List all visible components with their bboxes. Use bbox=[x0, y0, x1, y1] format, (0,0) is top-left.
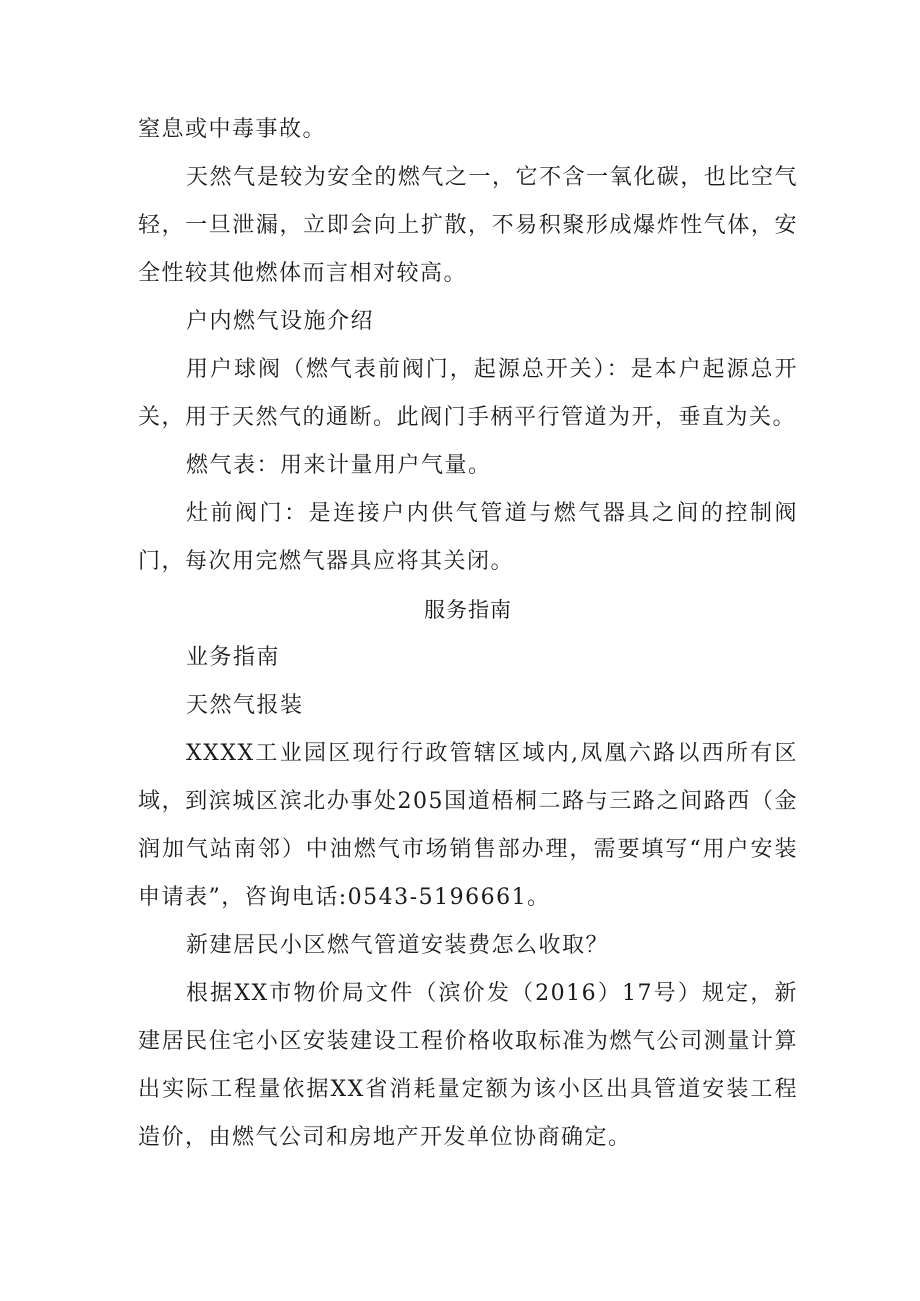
paragraph-gas-meter: 燃气表：用来计量用户气量。 bbox=[186, 453, 492, 478]
paragraph-business-guide: 业务指南 bbox=[186, 645, 281, 670]
paragraph-continuation: 窒息或中毒事故。 bbox=[138, 117, 327, 142]
section-title: 服务指南 bbox=[424, 598, 512, 622]
paragraph-indoor-facilities-heading: 户内燃气设施介绍 bbox=[186, 309, 375, 334]
paragraph-ball-valve: 用户球阀（燃气表前阀门，起源总开关）：是本户起源总开关，用于天然气的通断。此阀门手柄平行管道为开，垂直为关。 bbox=[138, 357, 798, 430]
paragraph-stove-valve: 灶前阀门：是连接户内供气管道与燃气器具之间的控制阀门，每次用完燃气器具应将其关闭。 bbox=[138, 501, 798, 574]
paragraph-installation-details: XXXX工业园区现行行政管辖区域内,凤凰六路以西所有区域，到滨城区滨北办事处205国道梧桐二路与三路之间路西（金润加气站南邻）中油燃气市场销售部办理，需要填写“用户安装申请表”，咨询电话:0543-5196661。 bbox=[138, 741, 798, 910]
paragraph-gas-installation: 天然气报装 bbox=[186, 693, 304, 718]
paragraph-natural-gas-safety: 天然气是较为安全的燃气之一，它不含一氧化碳，也比空气轻，一旦泄漏，立即会向上扩散，不易积聚形成爆炸性气体，安全性较其他燃体而言相对较高。 bbox=[138, 165, 798, 286]
paragraph-fee-answer: 根据XX市物价局文件（滨价发（2016）17号）规定，新建居民住宅小区安装建设工程价格收取标准为燃气公司测量计算出实际工程量依据XX省消耗量定额为该小区出具管道安装工程造价，由燃气公司和房地产开发单位协商确定。 bbox=[138, 981, 798, 1150]
paragraph-fee-question: 新建居民小区燃气管道安装费怎么收取？ bbox=[186, 933, 610, 958]
document-body bbox=[138, 106, 798, 1162]
